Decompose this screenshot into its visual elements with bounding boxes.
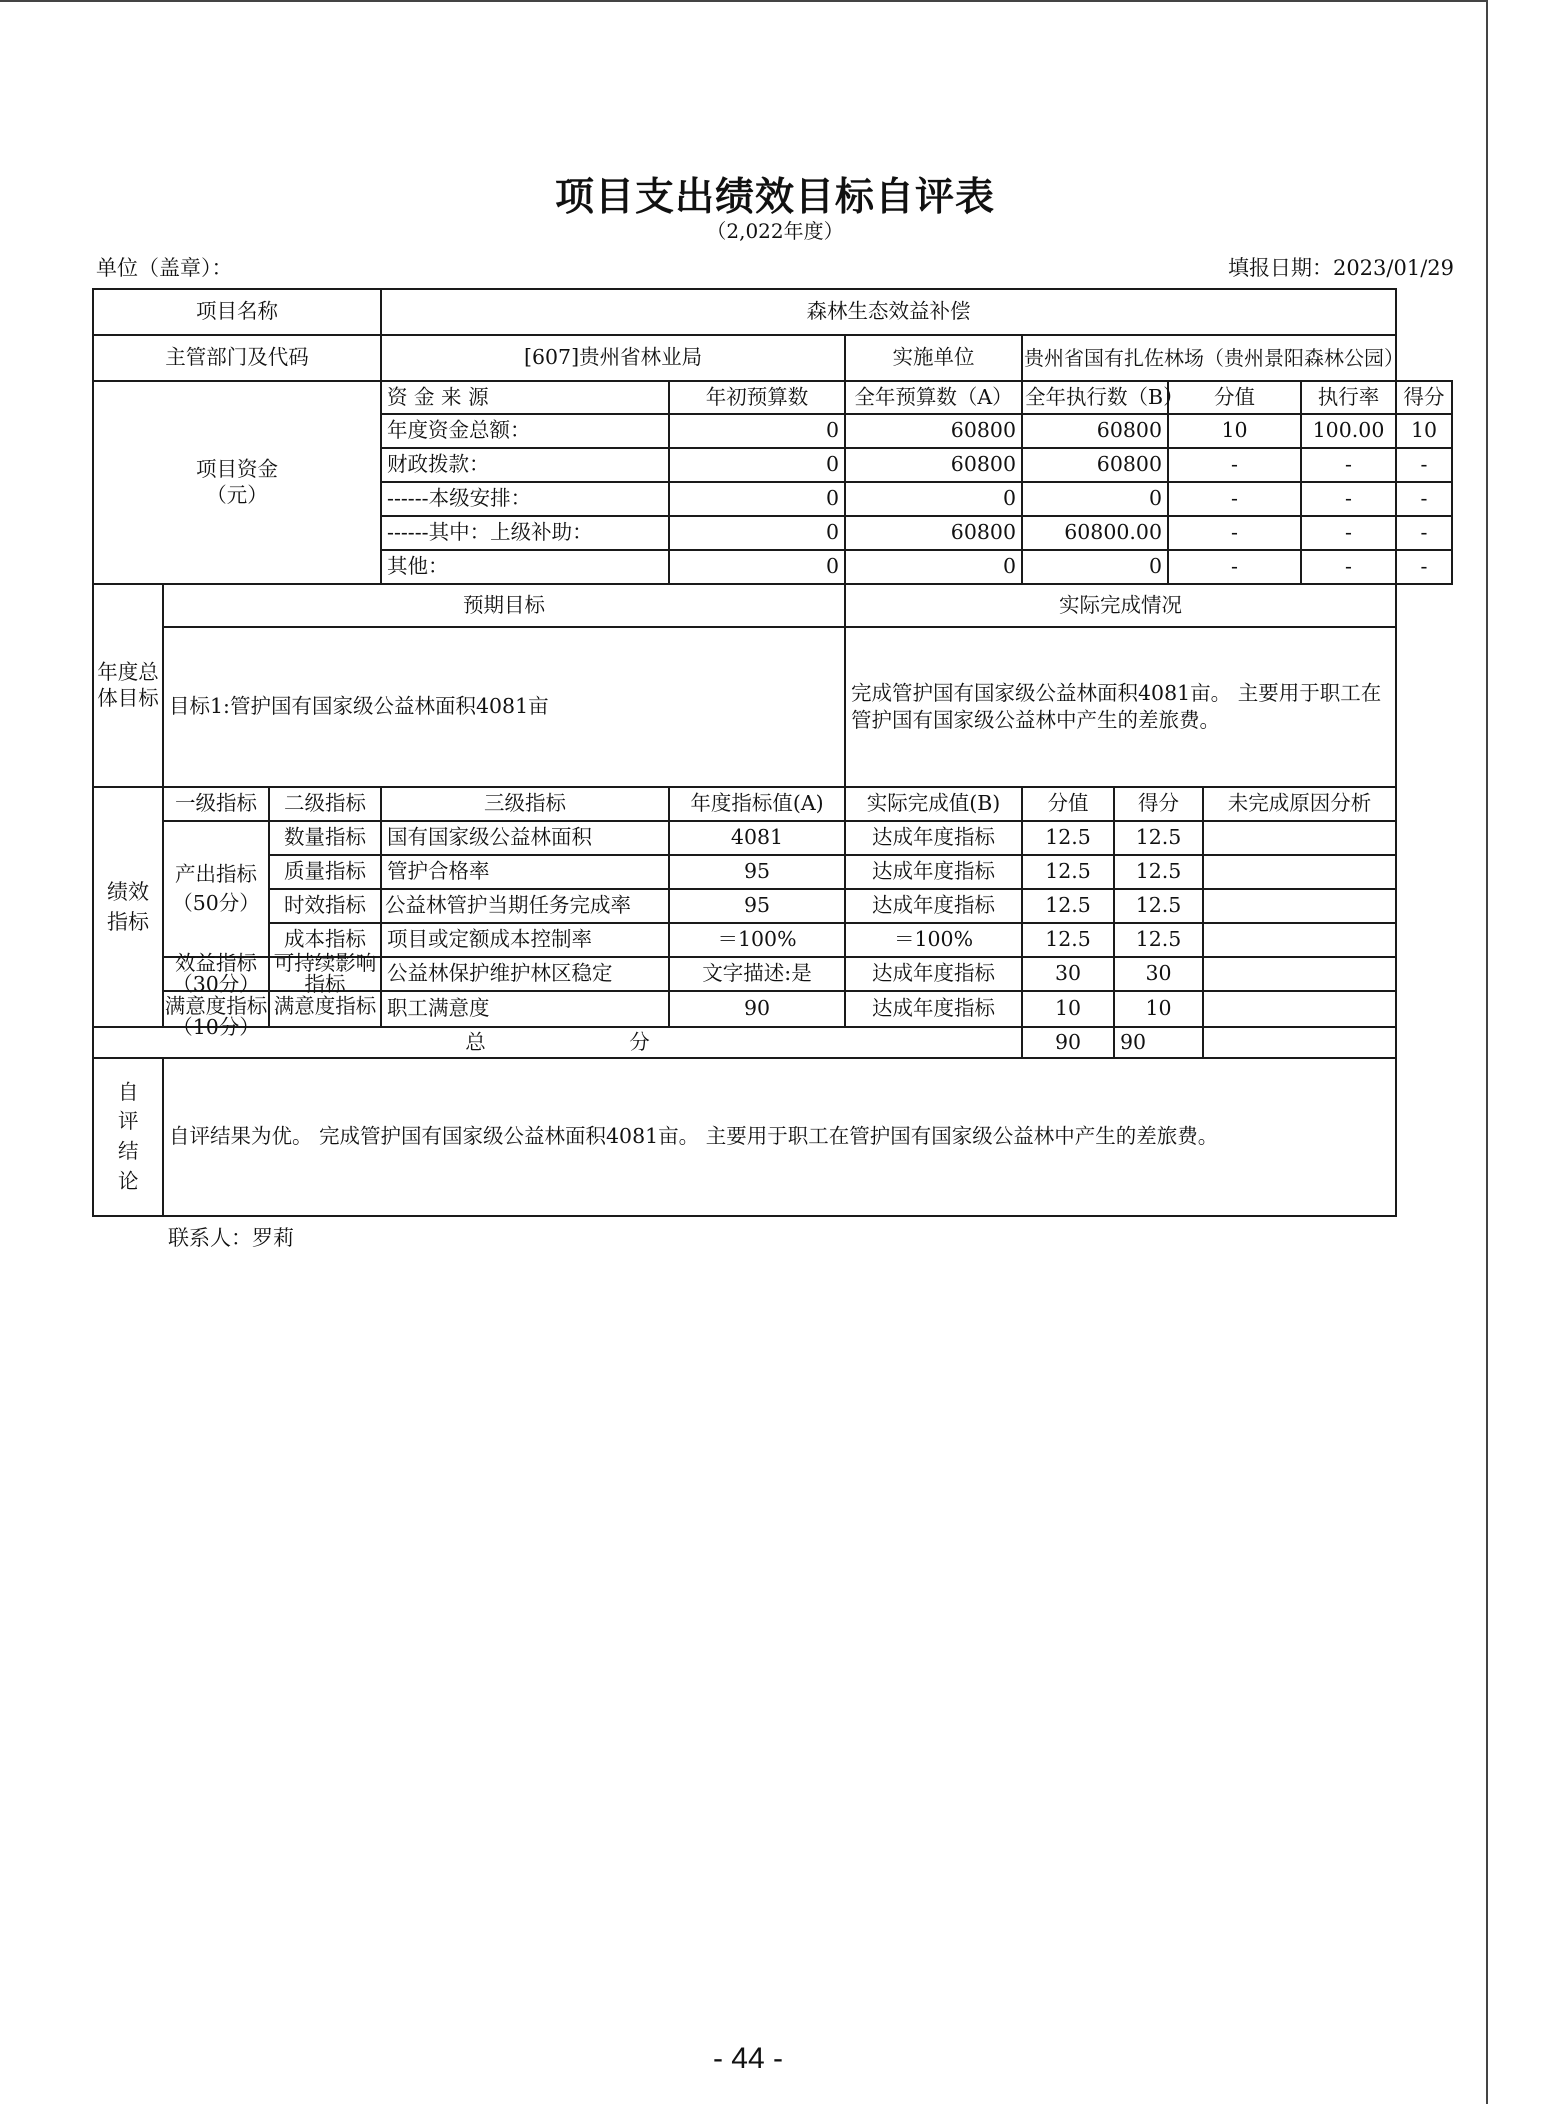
contact-person: 联系人：罗莉	[168, 1226, 294, 1250]
indicator-header-l1: 一级指标	[163, 787, 269, 821]
funds-score: -	[1168, 482, 1301, 516]
indicator-reason	[1203, 821, 1396, 855]
funds-initial: 0	[669, 516, 845, 550]
indicator-target: 95	[669, 855, 845, 889]
project-name-row	[93, 289, 1452, 335]
funds-source: ------其中：上级补助：	[381, 516, 669, 550]
indicator-header-score: 分值	[1022, 787, 1114, 821]
funds-source: ------本级安排：	[381, 482, 669, 516]
goals-header-row	[93, 584, 1452, 627]
benefit-indicator-group: 效益指标（30分）	[172, 951, 260, 996]
department-row	[93, 335, 1452, 381]
expected-goal-header: 预期目标	[163, 584, 845, 627]
indicator-header-l3: 三级指标	[381, 787, 669, 821]
satisfaction-indicator-group: 满意度指标（10分）	[164, 994, 268, 1039]
indicator-row	[93, 821, 1452, 855]
actual-completion-header: 实际完成情况	[845, 584, 1396, 627]
conclusion-text: 自评结果为优。 完成管护国有国家级公益林面积4081亩。 主要用于职工在管护国有国家级公益林中产生的差旅费。	[163, 1058, 1396, 1216]
benefit-indicator-row	[93, 957, 1452, 991]
total-score: 90	[1022, 1027, 1114, 1058]
indicator-l3: 职工满意度	[381, 991, 669, 1027]
funds-header-executed: 全年执行数（B）	[1022, 381, 1168, 414]
department-label: 主管部门及代码	[93, 335, 381, 381]
indicator-row	[93, 855, 1452, 889]
funds-annual: 0	[845, 550, 1022, 584]
total-label: 总 分	[93, 1027, 1022, 1058]
indicator-reason	[1203, 991, 1396, 1027]
indicator-reason	[1203, 889, 1396, 923]
funds-initial: 0	[669, 550, 845, 584]
indicator-target: 90	[669, 991, 845, 1027]
funds-annual: 60800	[845, 448, 1022, 482]
implementer-value: 贵州省国有扎佐林场（贵州景阳森林公园）	[1022, 335, 1396, 381]
indicator-score: 30	[1022, 957, 1114, 991]
funds-source: 年度资金总额：	[381, 414, 669, 448]
funds-rate: 100.00	[1301, 414, 1396, 448]
indicator-header-target: 年度指标值(A)	[669, 787, 845, 821]
evaluation-table	[92, 288, 1453, 1217]
funds-rate: -	[1301, 448, 1396, 482]
satisfaction-indicator-row	[93, 991, 1452, 1027]
project-name-label: 项目名称	[93, 289, 381, 335]
indicators-label: 绩效指标	[93, 787, 163, 1027]
indicator-got: 10	[1114, 991, 1203, 1027]
indicator-header-reason: 未完成原因分析	[1203, 787, 1396, 821]
indicator-target: 4081	[669, 821, 845, 855]
funds-header-initial: 年初预算数	[669, 381, 845, 414]
funds-header-source: 资 金 来 源	[381, 381, 669, 414]
indicator-score: 12.5	[1022, 821, 1114, 855]
indicator-score: 12.5	[1022, 889, 1114, 923]
total-got: 90	[1114, 1027, 1203, 1058]
funds-got: -	[1396, 516, 1452, 550]
funds-label: 项目资金 （元）	[93, 381, 381, 584]
indicator-reason	[1203, 855, 1396, 889]
indicator-row	[93, 889, 1452, 923]
indicator-l3: 管护合格率	[381, 855, 669, 889]
indicator-actual: ＝100%	[845, 923, 1022, 957]
funds-rate: -	[1301, 550, 1396, 584]
indicator-l3: 国有国家级公益林面积	[381, 821, 669, 855]
indicator-got: 12.5	[1114, 821, 1203, 855]
conclusion-label: 自评结论	[93, 1058, 163, 1216]
funds-annual: 60800	[845, 516, 1022, 550]
funds-score: -	[1168, 448, 1301, 482]
funds-got: -	[1396, 448, 1452, 482]
fill-date: 填报日期：2023/01/29	[1227, 256, 1454, 280]
indicator-header-actual: 实际完成值(B)	[845, 787, 1022, 821]
department-value: [607]贵州省林业局	[381, 335, 845, 381]
total-row	[93, 1027, 1452, 1058]
indicator-l2: 质量指标	[269, 855, 381, 889]
page-number: - 44 -	[712, 2042, 784, 2075]
indicator-score: 12.5	[1022, 923, 1114, 957]
funds-executed: 0	[1022, 550, 1168, 584]
indicator-score: 12.5	[1022, 855, 1114, 889]
goals-content-row	[93, 627, 1452, 787]
funds-header-score: 分值	[1168, 381, 1301, 414]
page-border-right	[1486, 0, 1488, 2104]
indicator-got: 12.5	[1114, 855, 1203, 889]
indicator-l3: 项目或定额成本控制率	[381, 923, 669, 957]
indicator-target: 95	[669, 889, 845, 923]
indicator-score: 10	[1022, 991, 1114, 1027]
indicator-header-row	[93, 787, 1452, 821]
implementer-label: 实施单位	[845, 335, 1022, 381]
funds-initial: 0	[669, 482, 845, 516]
indicator-l2: 可持续影响指标	[273, 951, 377, 996]
funds-executed: 60800	[1022, 414, 1168, 448]
page-subtitle: （2,022年度）	[706, 219, 844, 243]
indicator-l3: 公益林保护维护林区稳定	[381, 957, 669, 991]
funds-score: -	[1168, 550, 1301, 584]
indicator-got: 12.5	[1114, 889, 1203, 923]
funds-header-row	[93, 381, 1452, 414]
funds-rate: -	[1301, 516, 1396, 550]
funds-source: 财政拨款：	[381, 448, 669, 482]
funds-got: -	[1396, 550, 1452, 584]
funds-executed: 0	[1022, 482, 1168, 516]
indicator-got: 30	[1114, 957, 1203, 991]
indicator-actual: 达成年度指标	[845, 821, 1022, 855]
funds-source: 其他：	[381, 550, 669, 584]
indicator-got: 12.5	[1114, 923, 1203, 957]
indicator-target: 文字描述:是	[669, 957, 845, 991]
funds-header-annual: 全年预算数（A）	[845, 381, 1022, 414]
total-reason	[1203, 1027, 1396, 1058]
indicator-reason	[1203, 957, 1396, 991]
funds-got: -	[1396, 482, 1452, 516]
conclusion-row	[93, 1058, 1452, 1216]
page-title: 项目支出绩效目标自评表	[554, 174, 995, 220]
indicator-l2: 满意度指标	[273, 994, 377, 1018]
indicator-target: ＝100%	[669, 923, 845, 957]
indicator-l2: 时效指标	[269, 889, 381, 923]
project-name-value: 森林生态效益补偿	[381, 289, 1396, 335]
indicator-l2: 成本指标	[269, 923, 381, 957]
indicator-actual: 达成年度指标	[845, 991, 1022, 1027]
funds-initial: 0	[669, 414, 845, 448]
funds-score: 10	[1168, 414, 1301, 448]
indicator-actual: 达成年度指标	[845, 855, 1022, 889]
expected-goal-text: 目标1:管护国有国家级公益林面积4081亩	[163, 627, 845, 787]
unit-label: 单位（盖章）：	[96, 256, 233, 280]
funds-score: -	[1168, 516, 1301, 550]
funds-executed: 60800	[1022, 448, 1168, 482]
funds-initial: 0	[669, 448, 845, 482]
indicator-header-got: 得分	[1114, 787, 1203, 821]
funds-annual: 60800	[845, 414, 1022, 448]
funds-header-rate: 执行率	[1301, 381, 1396, 414]
page-border-top	[0, 0, 1488, 2]
funds-annual: 0	[845, 482, 1022, 516]
funds-got: 10	[1396, 414, 1452, 448]
goals-label: 年度总体目标	[93, 584, 163, 787]
funds-header-got: 得分	[1396, 381, 1452, 414]
indicator-header-l2: 二级指标	[269, 787, 381, 821]
indicator-actual: 达成年度指标	[845, 957, 1022, 991]
actual-completion-text: 完成管护国有国家级公益林面积4081亩。 主要用于职工在管护国有国家级公益林中产生的差旅费。	[845, 627, 1396, 787]
indicator-reason	[1203, 923, 1396, 957]
output-indicator-group: 产出指标（50分）	[163, 821, 269, 957]
funds-rate: -	[1301, 482, 1396, 516]
indicator-l2: 数量指标	[269, 821, 381, 855]
indicator-actual: 达成年度指标	[845, 889, 1022, 923]
funds-executed: 60800.00	[1022, 516, 1168, 550]
indicator-l3: 公益林管护当期任务完成率	[381, 889, 669, 923]
